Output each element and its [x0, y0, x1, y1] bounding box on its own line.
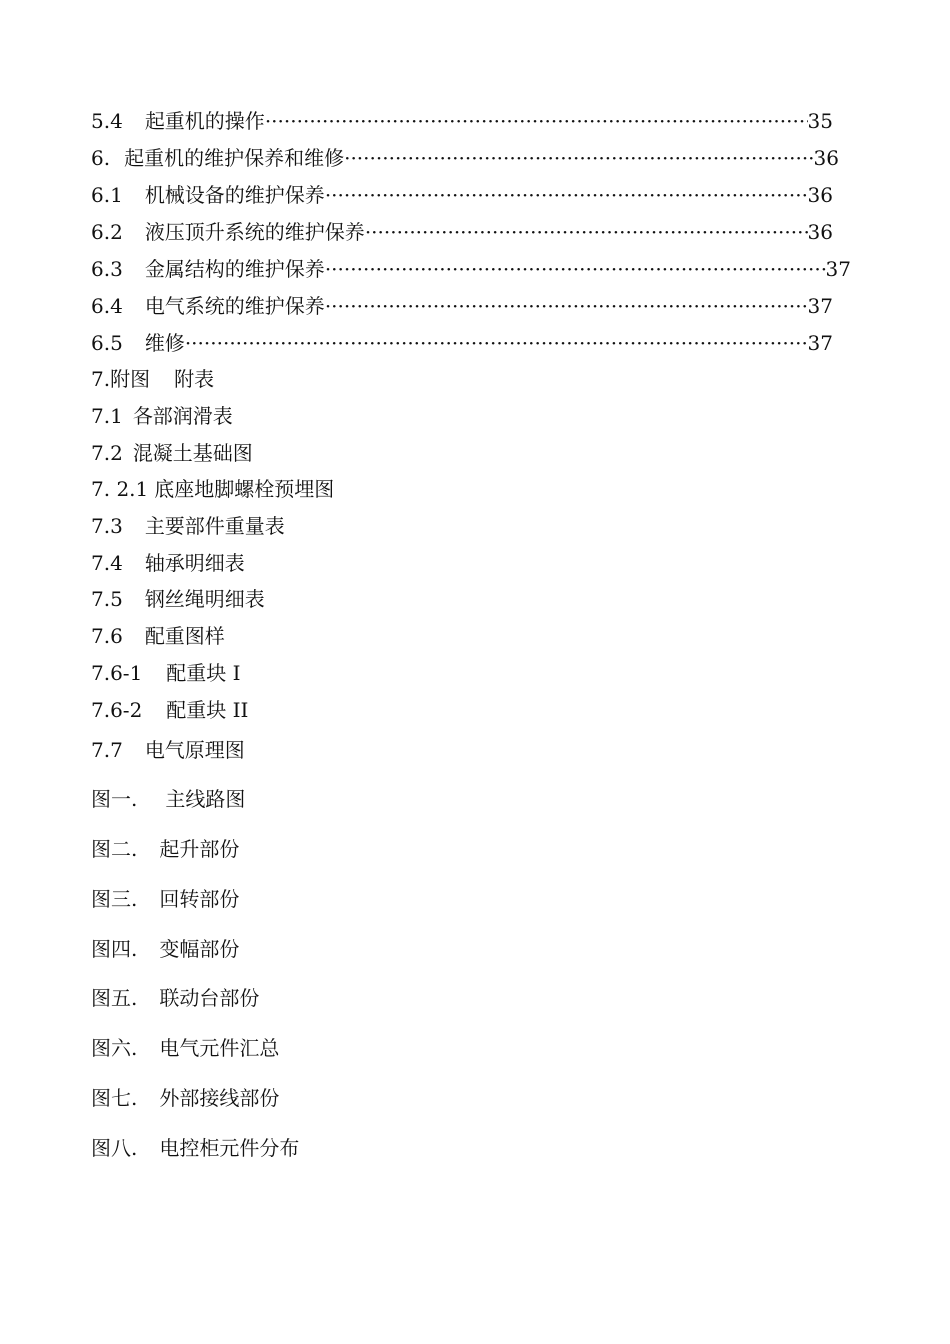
figure-title: 变幅部份 [159, 937, 240, 961]
figure-entry-3 [91, 886, 239, 912]
toc-leader-dots [325, 293, 808, 319]
figure-title: 回转部份 [159, 887, 240, 911]
toc-page-number: 37 [807, 331, 833, 355]
toc-page-number: 36 [807, 220, 833, 244]
figure-title: 外部接线部份 [159, 1086, 280, 1110]
toc-leader-dots [325, 182, 808, 208]
appendix-entry-7-1 [91, 403, 233, 429]
toc-entry-6 [91, 145, 839, 171]
figure-number: 图四. [91, 937, 138, 961]
toc-page-number: 37 [825, 257, 851, 281]
figure-number: 图八. [91, 1136, 138, 1160]
toc-entry-6-1 [91, 182, 833, 208]
toc-title: 电气系统的维护保养 [144, 294, 325, 318]
toc-title: 液压顶升系统的维护保养 [144, 220, 365, 244]
toc-leader-dots [325, 256, 826, 282]
figure-title: 联动台部份 [159, 986, 260, 1010]
figure-number: 图二. [91, 837, 138, 861]
appendix-entry-7-6 [91, 623, 225, 649]
toc-entry-6-2 [91, 219, 833, 245]
appendix-entry-7-2-1 [91, 476, 334, 502]
figure-number: 图五. [91, 986, 138, 1010]
appendix-number: 7. 2.1 [91, 477, 149, 501]
appendix-number: 7.6-2 [91, 698, 143, 722]
figure-entry-2 [91, 836, 239, 862]
toc-number: 6.3 [91, 257, 123, 281]
appendix-title: 混凝土基础图 [132, 441, 253, 465]
appendix-number: 7.6 [91, 624, 123, 648]
appendix-title: 电气原理图 [144, 738, 245, 762]
toc-entry-6-5 [91, 330, 833, 356]
toc-title: 维修 [144, 331, 185, 355]
figure-entry-6 [91, 1035, 279, 1061]
toc-number: 6.5 [91, 331, 123, 355]
figure-entry-4 [91, 936, 239, 962]
appendix-title: 轴承明细表 [144, 551, 245, 575]
appendix-number: 7.4 [91, 551, 123, 575]
toc-page-number: 36 [807, 183, 833, 207]
toc-leader-dots [344, 145, 813, 171]
appendix-title: 各部润滑表 [132, 404, 233, 428]
appendix-title: 配重块 II [166, 698, 249, 722]
toc-page-number: 35 [807, 109, 833, 133]
figure-number: 图六. [91, 1036, 138, 1060]
toc-title: 金属结构的维护保养 [144, 257, 325, 281]
appendix-number: 7.附图 [91, 367, 151, 391]
appendix-entry-7-7 [91, 737, 245, 763]
figure-entry-8 [91, 1135, 299, 1161]
appendix-number: 7.6-1 [91, 661, 143, 685]
appendix-entry-7-6-1 [91, 660, 241, 686]
figure-number: 图一. [91, 787, 138, 811]
appendix-number: 7.5 [91, 587, 123, 611]
figure-title: 电气元件汇总 [159, 1036, 280, 1060]
toc-number: 6.4 [91, 294, 123, 318]
toc-leader-dots [185, 330, 808, 356]
figure-entry-1 [91, 786, 245, 812]
toc-entry-5-4 [91, 108, 833, 134]
toc-page-number: 37 [807, 294, 833, 318]
toc-entry-6-3 [91, 256, 851, 282]
toc-number: 6.1 [91, 183, 123, 207]
appendix-title: 附表 [174, 367, 215, 391]
appendix-entry-7-2 [91, 440, 253, 466]
appendix-title: 钢丝绳明细表 [144, 587, 265, 611]
appendix-entry-7-5 [91, 586, 265, 612]
toc-number: 6. [91, 146, 111, 170]
toc-title: 起重机的操作 [144, 109, 265, 133]
figure-number: 图七. [91, 1086, 138, 1110]
toc-title: 机械设备的维护保养 [144, 183, 325, 207]
toc-title: 起重机的维护保养和维修 [124, 146, 345, 170]
appendix-entry-7-3 [91, 513, 285, 539]
appendix-entry-7-4 [91, 550, 245, 576]
appendix-entry-7-6-2 [91, 697, 248, 723]
appendix-title: 配重图样 [144, 624, 225, 648]
toc-number: 5.4 [91, 109, 123, 133]
appendix-number: 7.1 [91, 404, 123, 428]
figure-entry-5 [91, 985, 259, 1011]
appendix-number: 7.7 [91, 738, 123, 762]
appendix-heading [91, 366, 214, 392]
figure-title: 起升部份 [159, 837, 240, 861]
figure-number: 图三. [91, 887, 138, 911]
appendix-number: 7.2 [91, 441, 123, 465]
figure-entry-7 [91, 1085, 279, 1111]
toc-leader-dots [365, 219, 808, 245]
figure-title: 电控柜元件分布 [159, 1136, 300, 1160]
toc-leader-dots [265, 108, 808, 134]
toc-entry-6-4 [91, 293, 833, 319]
appendix-title: 配重块 I [166, 661, 241, 685]
toc-number: 6.2 [91, 220, 123, 244]
toc-page-number: 36 [813, 146, 839, 170]
appendix-title: 底座地脚螺栓预埋图 [154, 477, 335, 501]
appendix-title: 主要部件重量表 [144, 514, 285, 538]
figure-title: 主线路图 [165, 787, 246, 811]
appendix-number: 7.3 [91, 514, 123, 538]
